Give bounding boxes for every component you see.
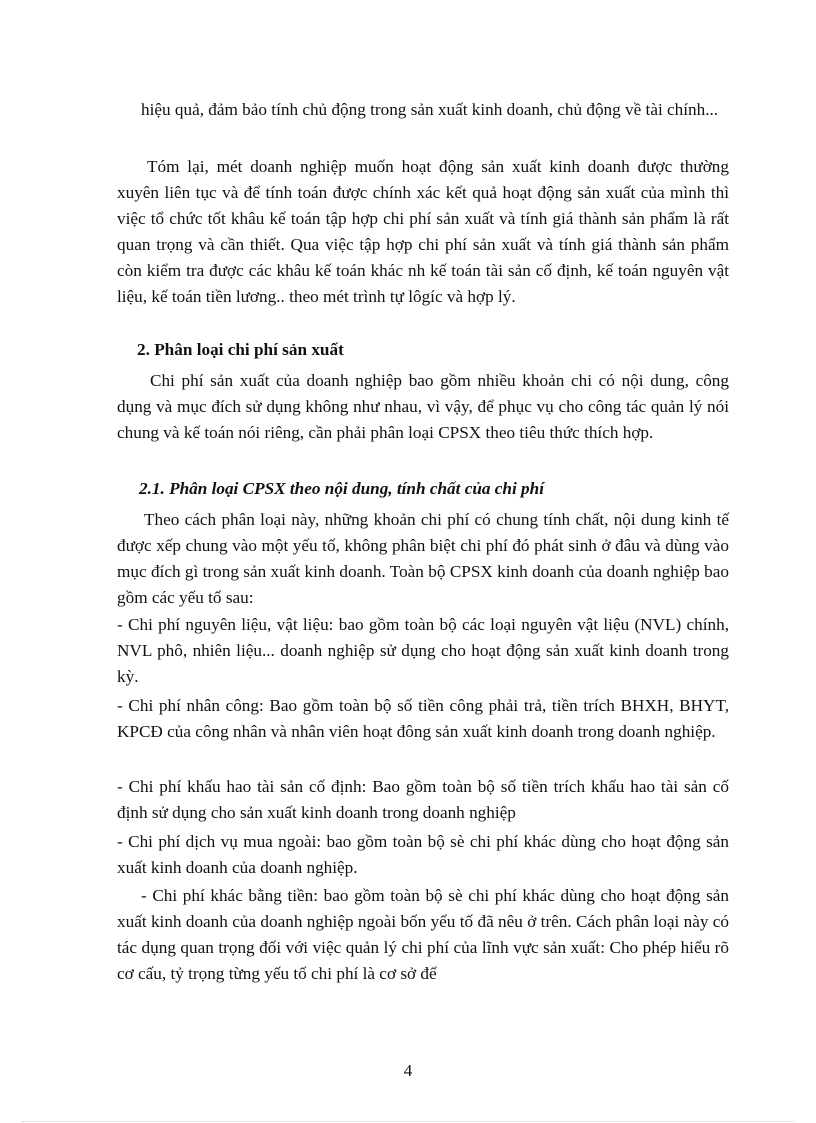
list-item-depreciation-cost: - Chi phí khấu hao tài sản cố định: Bao gồm toàn bộ số tiền trích khấu hao tài sản cố định sử dụng cho sản xuất kinh doanh trong doanh nghiệp [117, 777, 729, 822]
paragraph-intro-continuation: hiệu quả, đảm bảo tính chủ động trong sản xuất kinh doanh, chủ động về tài chính... [141, 100, 719, 119]
list-item-outsourced-service-cost: - Chi phí dịch vụ mua ngoài: bao gồm toàn bộ sè chi phí khác dùng cho hoạt động sản xuất kinh doanh của doanh nghiệp. [117, 832, 729, 877]
list-item-material-cost: - Chi phí nguyên liệu, vật liệu: bao gồm toàn bộ các loại nguyên vật liệu (NVL) chính, NVL phô, nhiên liệu... doanh nghiệp sử dụng cho hoạt động sản xuất kinh doanh trong kỳ. [117, 615, 729, 686]
list-item-other-cash-cost: - Chi phí khác bằng tiền: bao gồm toàn bộ sè chi phí khác dùng cho hoạt động sản xuất kinh doanh của doanh nghiệp ngoài bốn yếu tố đã nêu ở trên. Cách phân loại này có tác dụng quan trọng đối với việc quản lý chi phí của lĩnh vực sản xuất: Cho phép hiểu rõ cơ cấu, tỷ trọng từng yếu tố chi phí là cơ sở để [117, 886, 729, 983]
paragraph-cost-classification: Chi phí sản xuất của doanh nghiệp bao gồm nhiều khoản chi có nội dung, công dụng và mục đích sử dụng không như nhau, vì vậy, để phục vụ cho công tác quản lý nói chung và kế toán nói riêng, cần phải phân loại CPSX theo tiêu thức thích hợp. [117, 371, 729, 442]
subsection-heading-2-1: 2.1. Phân loại CPSX theo nội dung, tính chất của chi phí [139, 479, 544, 498]
list-item-labor-cost: - Chi phí nhân công: Bao gồm toàn bộ số tiền công phải trả, tiền trích BHXH, BHYT, KPCĐ của công nhân và nhân viên hoạt đông sản xuất kinh doanh trong doanh nghiệp. [117, 696, 729, 741]
page-number: 4 [403, 1061, 413, 1080]
page-bottom-border [22, 1121, 794, 1122]
section-heading-2: 2. Phân loại chi phí sản xuất [137, 340, 344, 359]
paragraph-summary: Tóm lại, mét doanh nghiệp muốn hoạt động sản xuất kinh doanh được thường xuyên liên tục và để tính toán được chính xác kết quả hoạt động sản xuất của mình thì việc tổ chức tốt khâu kế toán tập hợp chi phí sản xuất và tính giá thành sản phẩm là rất quan trọng và cần thiết. Qua việc tập hợp chi phí sản xuất và tính giá thành sản phẩm còn kiểm tra được các khâu kế toán khác nh kế toán tài sản cố định, kế toán nguyên vật liệu, kế toán tiền lương.. theo mét trình tự lôgíc và hợp lý. [117, 157, 729, 306]
paragraph-classification-method: Theo cách phân loại này, những khoản chi phí có chung tính chất, nội dung kinh tế được xếp chung vào một yếu tố, không phân biệt chi phí đó phát sinh ở đâu và dùng vào mục đích gì trong sản xuất kinh doanh. Toàn bộ CPSX kinh doanh của doanh nghiệp bao gồm các yếu tố sau: [117, 510, 729, 607]
